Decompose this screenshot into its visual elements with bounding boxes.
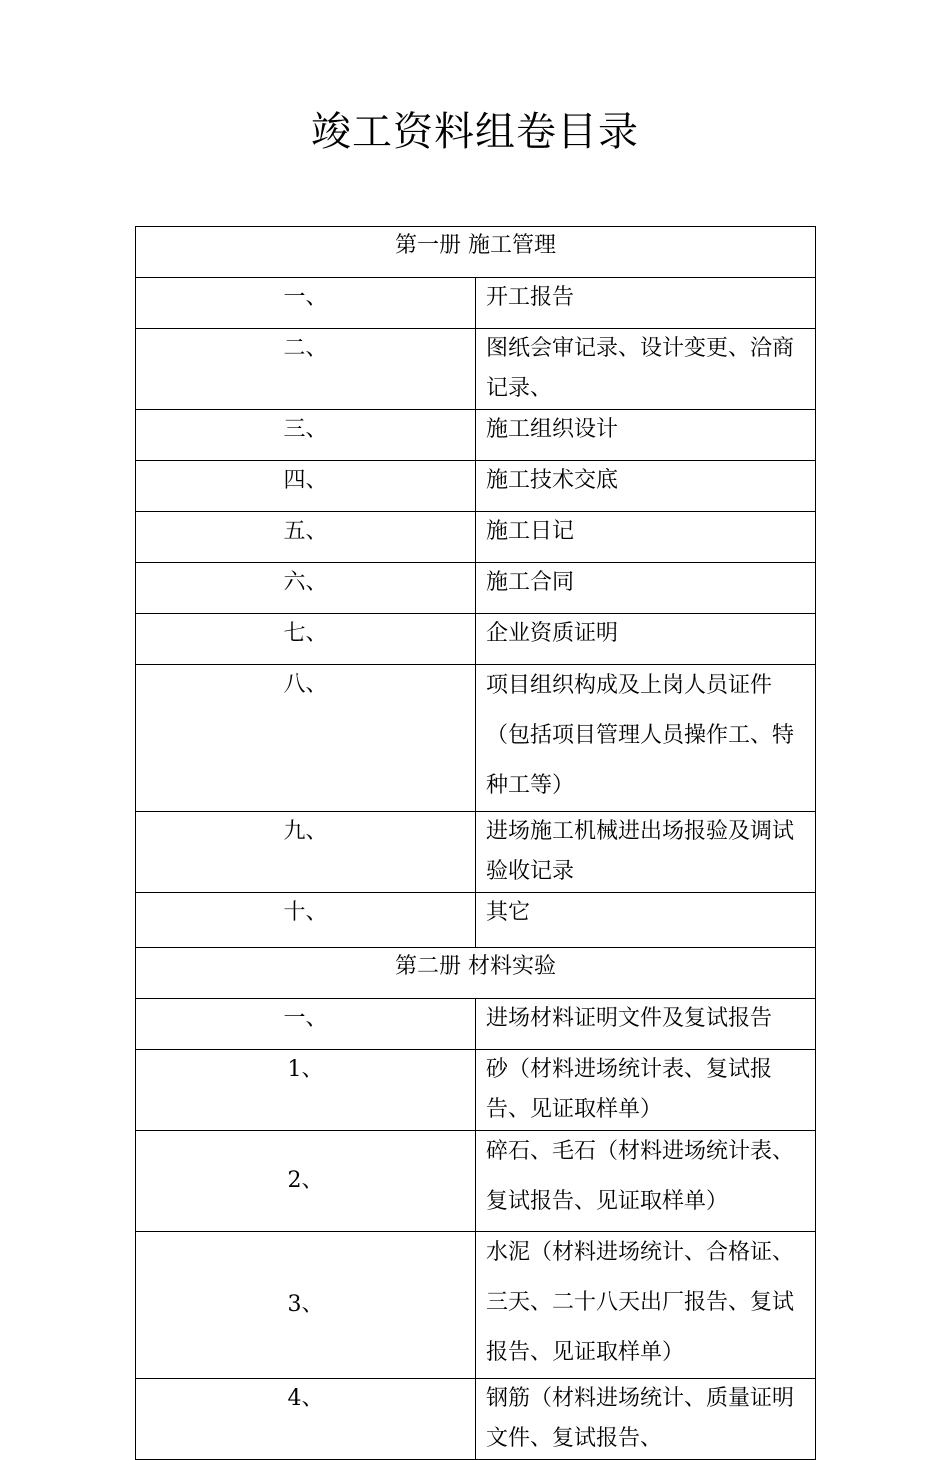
item-text: 其它 bbox=[486, 900, 531, 925]
item-text-cell bbox=[476, 563, 816, 614]
item-number-cell bbox=[136, 461, 476, 512]
table-row bbox=[136, 461, 816, 512]
table-row bbox=[136, 1379, 816, 1460]
item-number: 4、 bbox=[287, 1386, 324, 1411]
item-number-cell bbox=[136, 1232, 476, 1379]
item-number: 三、 bbox=[283, 417, 328, 442]
table-row bbox=[136, 1131, 816, 1232]
item-text: 图纸会审记录、设计变更、洽商记录、 bbox=[486, 336, 795, 401]
item-number-cell bbox=[136, 563, 476, 614]
table-row bbox=[136, 563, 816, 614]
item-text-cell bbox=[476, 1232, 816, 1379]
item-text-cell bbox=[476, 461, 816, 512]
item-number: 2、 bbox=[287, 1168, 324, 1193]
section-header-row bbox=[136, 948, 816, 999]
section-header-text: 第一册 施工管理 bbox=[395, 233, 556, 258]
table-row bbox=[136, 665, 816, 812]
item-number: 一、 bbox=[283, 285, 328, 310]
item-number-cell bbox=[136, 665, 476, 812]
item-text-cell bbox=[476, 1050, 816, 1131]
item-number: 五、 bbox=[283, 519, 328, 544]
item-number-cell bbox=[136, 1131, 476, 1232]
item-number-cell bbox=[136, 512, 476, 563]
item-number: 3、 bbox=[287, 1292, 324, 1317]
table-row bbox=[136, 1050, 816, 1131]
table-row bbox=[136, 999, 816, 1050]
item-number: 七、 bbox=[283, 621, 328, 646]
item-number: 四、 bbox=[283, 468, 328, 493]
item-text: 进场施工机械进出场报验及调试验收记录 bbox=[486, 819, 795, 884]
item-number-cell bbox=[136, 278, 476, 329]
item-text: 钢筋（材料进场统计、质量证明文件、复试报告、 bbox=[486, 1386, 795, 1451]
item-number: 二、 bbox=[283, 336, 328, 361]
toc-table bbox=[135, 226, 816, 1460]
item-text-cell bbox=[476, 665, 816, 812]
item-text: 施工技术交底 bbox=[486, 468, 619, 493]
item-text: 碎石、毛石（材料进场统计表、复试报告、见证取样单） bbox=[486, 1139, 795, 1214]
item-number-cell bbox=[136, 329, 476, 410]
section-header-text: 第二册 材料实验 bbox=[395, 954, 556, 979]
item-number-cell bbox=[136, 1379, 476, 1460]
item-text-cell bbox=[476, 512, 816, 563]
item-number: 1、 bbox=[287, 1057, 324, 1082]
item-text: 水泥（材料进场统计、合格证、三天、二十八天出厂报告、复试报告、见证取样单） bbox=[486, 1240, 795, 1365]
item-number-cell bbox=[136, 410, 476, 461]
item-number: 八、 bbox=[283, 672, 328, 697]
document-title: 竣工资料组卷目录 bbox=[311, 109, 639, 155]
table-row bbox=[136, 1232, 816, 1379]
table-row bbox=[136, 512, 816, 563]
item-text: 施工组织设计 bbox=[486, 417, 619, 442]
item-text-cell bbox=[476, 614, 816, 665]
item-text-cell bbox=[476, 1379, 816, 1460]
item-text-cell bbox=[476, 410, 816, 461]
item-text: 施工合同 bbox=[486, 570, 575, 595]
table-row bbox=[136, 329, 816, 410]
item-number: 九、 bbox=[283, 819, 328, 844]
item-text: 开工报告 bbox=[486, 285, 575, 310]
item-number-cell bbox=[136, 999, 476, 1050]
table-row bbox=[136, 278, 816, 329]
item-number-cell bbox=[136, 614, 476, 665]
item-number: 十、 bbox=[283, 900, 328, 925]
item-text: 企业资质证明 bbox=[486, 621, 619, 646]
item-text-cell bbox=[476, 1131, 816, 1232]
section-header bbox=[136, 227, 816, 278]
item-number-cell bbox=[136, 893, 476, 948]
item-text-cell bbox=[476, 329, 816, 410]
table-row bbox=[136, 410, 816, 461]
item-text: 施工日记 bbox=[486, 519, 575, 544]
item-text: 砂（材料进场统计表、复试报告、见证取样单） bbox=[486, 1057, 773, 1122]
table-row bbox=[136, 812, 816, 893]
item-text-cell bbox=[476, 999, 816, 1050]
item-number: 六、 bbox=[283, 570, 328, 595]
item-number-cell bbox=[136, 812, 476, 893]
item-text-cell bbox=[476, 893, 816, 948]
item-text-cell bbox=[476, 812, 816, 893]
item-number-cell bbox=[136, 1050, 476, 1131]
table-row bbox=[136, 614, 816, 665]
table-row bbox=[136, 893, 816, 948]
item-text-cell bbox=[476, 278, 816, 329]
item-text: 项目组织构成及上岗人员证件（包括项目管理人员操作工、特种工等） bbox=[486, 673, 795, 798]
item-number: 一、 bbox=[283, 1006, 328, 1031]
section-header-row bbox=[136, 227, 816, 278]
item-text: 进场材料证明文件及复试报告 bbox=[486, 1006, 773, 1031]
section-header bbox=[136, 948, 816, 999]
